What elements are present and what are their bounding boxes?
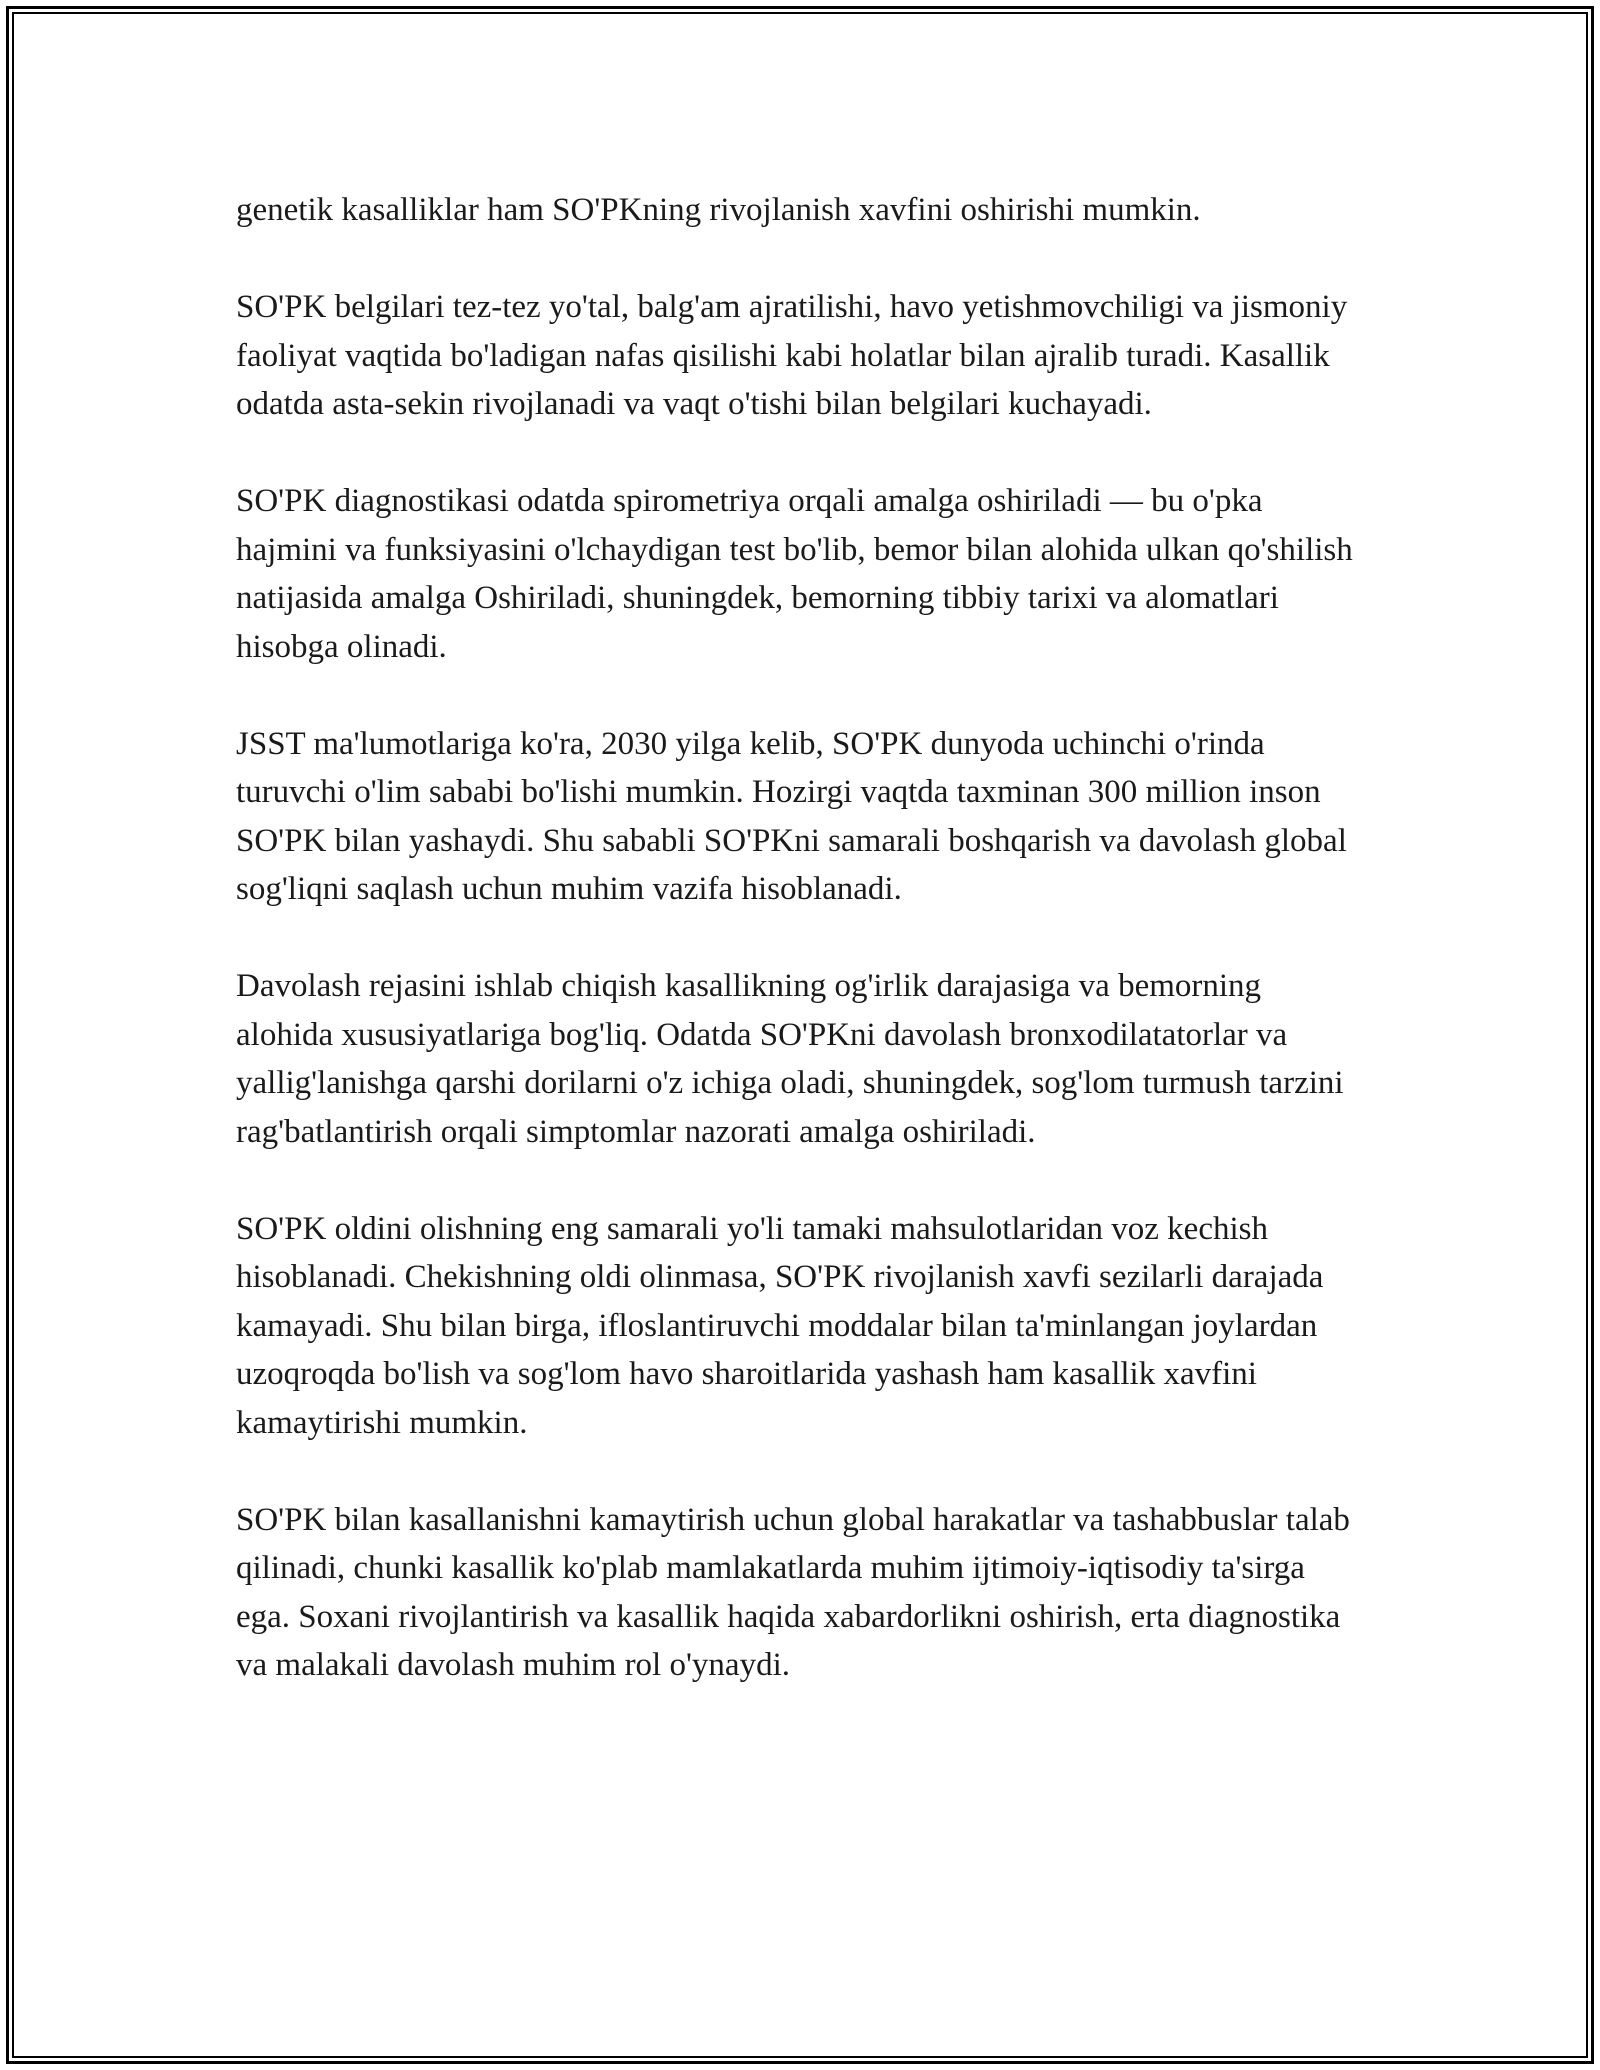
paragraph: Davolash rejasini ishlab chiqish kasallikning og'irlik darajasiga va bemorning alohida xususiyatlariga bog'liq. Odatda SO'PKni davolash bronxodilatatorlar va yallig'lanishga qarshi dorilarni o'z ichiga oladi, shuningdek, sog'lom turmush tarzini rag'batlantirish orqali simptomlar nazorati amalga oshiriladi.	[236, 968, 1344, 1150]
document-body	[236, 186, 1366, 1738]
paragraph: SO'PK oldini olishning eng samarali yo'li tamaki mahsulotlaridan voz kechish hisoblanadi. Chekishning oldi olinmasa, SO'PK rivojlanish xavfi sezilarli darajada kamayadi. Shu bilan birga, ifloslantiruvchi moddalar bilan ta'minlangan joylardan uzoqroqda bo'lish va sog'lom havo sharoitlarida yashash ham kasallik xavfini kamaytirishi mumkin.	[236, 1210, 1324, 1441]
paragraph: genetik kasalliklar ham SO'PKning rivojlanish xavfini oshirishi mumkin.	[236, 192, 1201, 228]
paragraph: SO'PK bilan kasallanishni kamaytirish uchun global harakatlar va tashabbuslar talab qilinadi, chunki kasallik ko'plab mamlakatlarda muhim ijtimoiy-iqtisodiy ta'sirga ega. Soxani rivojlantirish va kasallik haqida xabardorlikni oshirish, erta diagnostika va malakali davolash muhim rol o'ynaydi.	[236, 1501, 1350, 1683]
paragraph: JSST ma'lumotlariga ko'ra, 2030 yilga kelib, SO'PK dunyoda uchinchi o'rinda turuvchi o'lim sababi bo'lishi mumkin. Hozirgi vaqtda taxminan 300 million inson SO'PK bilan yashaydi. Shu sababli SO'PKni samarali boshqarish va davolash global sog'liqni saqlash uchun muhim vazifa hisoblanadi.	[236, 725, 1347, 907]
paragraph: SO'PK belgilari tez-tez yo'tal, balg'am ajratilishi, havo yetishmovchiligi va jismoniy faoliyat vaqtida bo'ladigan nafas qisilishi kabi holatlar bilan ajralib turadi. Kasallik odatda asta-sekin rivojlanadi va vaqt o'tishi bilan belgilari kuchayadi.	[236, 289, 1348, 422]
paragraph: SO'PK diagnostikasi odatda spirometriya orqali amalga oshiriladi — bu o'pka hajmini va funksiyasini o'lchaydigan test bo'lib, bemor bilan alohida ulkan qo'shilish natijasida amalga Oshiriladi, shuningdek, bemorning tibbiy tarixi va alomatlari hisobga olinadi.	[236, 483, 1353, 665]
